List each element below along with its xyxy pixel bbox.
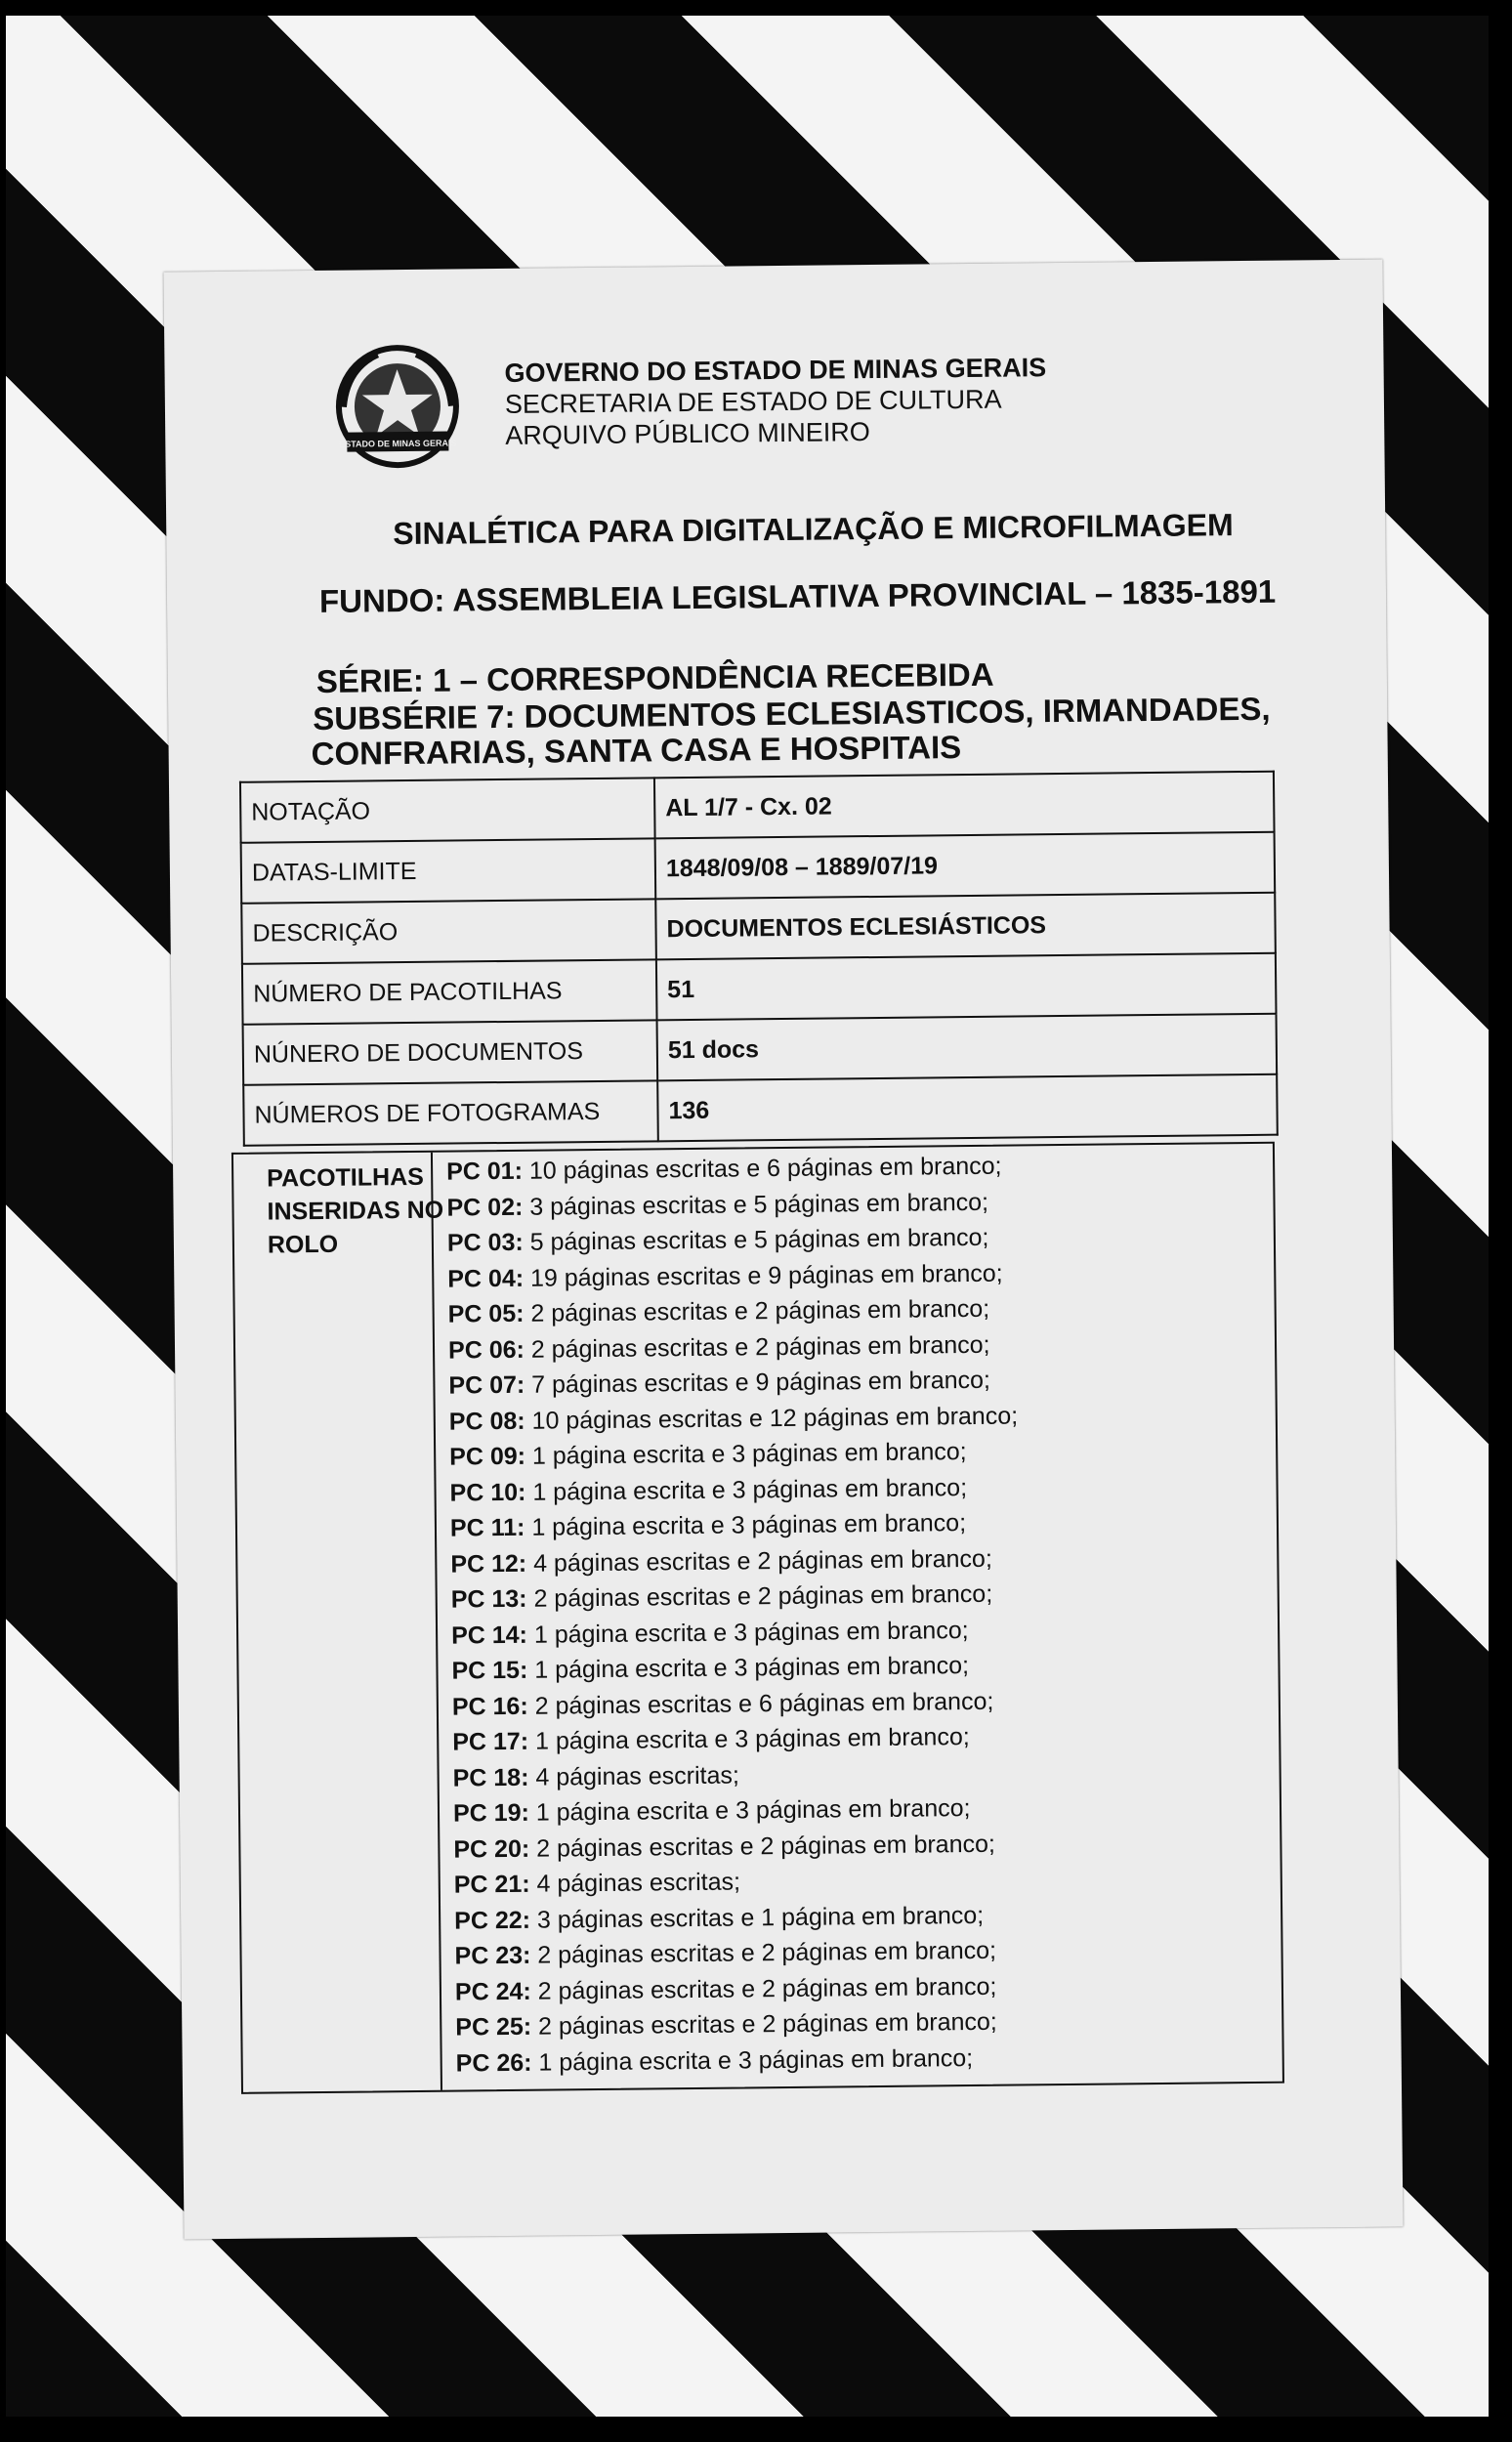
pacotilha-code: PC 26: — [455, 2048, 532, 2078]
subserie-line-1: SUBSÉRIE 7: DOCUMENTOS ECLESIASTICOS, IRMANDADES, — [313, 690, 1271, 737]
table-row — [243, 1014, 1278, 1085]
descricao-label: DESCRIÇÃO — [241, 899, 656, 963]
pacotilha-code: PC 23: — [454, 1941, 531, 1970]
pacotilha-code: PC 12: — [450, 1549, 527, 1579]
pacotilha-code: PC 14: — [450, 1621, 528, 1650]
pacotilha-code: PC 15: — [451, 1656, 528, 1685]
pacotilha-description: 1 página escrita e 3 páginas em branco; — [535, 1794, 971, 1827]
table-row — [242, 953, 1277, 1025]
pacotilha-code: PC 07: — [448, 1370, 525, 1400]
pacotilha-code: PC 18: — [452, 1763, 529, 1792]
pacotilhas-label — [233, 1153, 442, 2092]
pacotilha-description: 4 páginas escritas e 2 páginas em branco; — [532, 1544, 992, 1578]
pacotilha-code: PC 09: — [449, 1442, 526, 1471]
pacotilha-code: PC 20: — [453, 1834, 530, 1864]
pacotilha-code: PC 16: — [451, 1692, 528, 1721]
pacotilha-description: 1 página escrita e 3 páginas em branco; — [534, 1652, 970, 1684]
pacotilha-code: PC 13: — [450, 1584, 527, 1614]
pacotilha-code: PC 21: — [453, 1870, 530, 1899]
notacao-value: AL 1/7 - Cx. 02 — [654, 772, 1275, 839]
table-row — [241, 893, 1276, 964]
pacotilhas-list — [446, 1146, 1277, 2082]
numero-documentos-label: NÚNERO DE DOCUMENTOS — [243, 1020, 658, 1084]
pacotilha-description: 2 páginas escritas e 2 páginas em branco; — [533, 1579, 993, 1613]
numero-fotogramas-value: 136 — [657, 1074, 1278, 1142]
pacotilha-code: PC 10: — [449, 1478, 526, 1507]
pacotilha-description: 3 páginas escritas e 1 página em branco; — [536, 1901, 985, 1934]
subserie-line-2: CONFRARIAS, SANTA CASA E HOSPITAIS — [311, 729, 962, 773]
descricao-value: DOCUMENTOS ECLESIÁSTICOS — [655, 893, 1276, 960]
pacotilha-code: PC 05: — [447, 1299, 525, 1328]
pacotilha-description: 10 páginas escritas e 12 páginas em branco; — [531, 1401, 1019, 1435]
pacotilha-description: 4 páginas escritas; — [535, 1761, 739, 1791]
pacotilha-description: 1 página escrita e 3 páginas em branco; — [531, 1438, 967, 1470]
minas-gerais-coat-of-arms-icon — [328, 337, 466, 475]
page-title: SINALÉTICA PARA DIGITALIZAÇÃO E MICROFILMAGEM — [393, 507, 1234, 552]
pacotilha-description: 1 página escrita e 3 páginas em branco; — [532, 1473, 968, 1506]
numero-documentos-value: 51 docs — [657, 1014, 1278, 1081]
pacotilha-code: PC 01: — [446, 1157, 524, 1186]
datas-limite-label: DATAS-LIMITE — [241, 838, 656, 903]
table-row — [240, 772, 1275, 843]
numero-pacotilhas-value: 51 — [656, 953, 1277, 1021]
pacotilhas-label-line: INSERIDAS NO — [267, 1196, 444, 1226]
header-secretariat: SECRETARIA DE ESTADO DE CULTURA — [504, 384, 1002, 419]
pacotilha-description: 1 página escrita e 3 páginas em branco; — [533, 1616, 969, 1649]
pacotilha-code: PC 08: — [448, 1407, 525, 1436]
pacotilha-code: PC 25: — [455, 2012, 532, 2042]
pacotilhas-table — [231, 1142, 1284, 2094]
pacotilha-code: PC 17: — [452, 1727, 529, 1756]
serie-line: SÉRIE: 1 – CORRESPONDÊNCIA RECEBIDA — [315, 655, 994, 699]
pacotilha-description: 2 páginas escritas e 2 páginas em branco; — [537, 1972, 997, 2005]
pacotilha-description: 3 páginas escritas e 5 páginas em branco; — [529, 1188, 989, 1221]
pacotilha-description: 5 páginas escritas e 5 páginas em branco; — [529, 1223, 989, 1256]
pacotilha-description: 4 páginas escritas; — [536, 1868, 741, 1898]
table-row — [241, 832, 1276, 904]
datas-limite-value: 1848/09/08 – 1889/07/19 — [655, 832, 1276, 900]
signage-sheet — [163, 260, 1403, 2240]
header-government: GOVERNO DO ESTADO DE MINAS GERAIS — [504, 353, 1047, 388]
header-archive: ARQUIVO PÚBLICO MINEIRO — [505, 417, 870, 450]
fundo-line: FUNDO: ASSEMBLEIA LEGISLATIVA PROVINCIAL – 1835-1891 — [318, 572, 1277, 619]
pacotilha-description: 2 páginas escritas e 2 páginas em branco; — [530, 1330, 990, 1364]
pacotilha-description: 19 páginas escritas e 9 páginas em branco; — [529, 1259, 1003, 1292]
pacotilha-description: 2 páginas escritas e 2 páginas em branco; — [537, 1936, 997, 1969]
pacotilha-code: PC 24: — [454, 1977, 531, 2006]
pacotilhas-label-line: PACOTILHAS — [267, 1162, 425, 1193]
pacotilha-code: PC 04: — [447, 1264, 525, 1293]
svg-text:ESTADO DE MINAS GERAIS: ESTADO DE MINAS GERAIS — [339, 438, 457, 449]
pacotilha-code: PC 22: — [454, 1906, 531, 1935]
pacotilha-description: 2 páginas escritas e 2 páginas em branco; — [537, 2007, 997, 2041]
numero-pacotilhas-label: NÚMERO DE PACOTILHAS — [242, 959, 657, 1024]
pacotilha-code: PC 19: — [452, 1798, 529, 1828]
table-row — [243, 1074, 1278, 1146]
pacotilha-code: PC 06: — [447, 1335, 525, 1365]
pacotilha-description: 1 página escrita e 3 páginas em branco; — [534, 1723, 970, 1755]
pacotilhas-label-line: ROLO — [267, 1230, 339, 1259]
pacotilha-description: 2 páginas escritas e 2 páginas em branco; — [536, 1830, 996, 1863]
pacotilha-code: PC 11: — [449, 1513, 525, 1542]
pacotilha-description: 2 páginas escritas e 2 páginas em branco; — [530, 1294, 990, 1327]
pacotilha-description: 7 páginas escritas e 9 páginas em branco; — [531, 1366, 991, 1399]
notacao-label: NOTAÇÃO — [240, 778, 655, 842]
pacotilha-description: 1 página escrita e 3 páginas em branco; — [531, 1509, 967, 1541]
info-table — [239, 771, 1279, 1147]
pacotilha-code: PC 03: — [446, 1228, 524, 1257]
pacotilha-code: PC 02: — [446, 1193, 524, 1222]
pacotilha-description: 10 páginas escritas e 6 páginas em branco; — [528, 1152, 1002, 1185]
pacotilha-description: 1 página escrita e 3 páginas em branco; — [538, 2043, 974, 2077]
numero-fotogramas-label: NÚMEROS DE FOTOGRAMAS — [243, 1080, 658, 1145]
pacotilha-description: 2 páginas escritas e 6 páginas em branco; — [534, 1687, 994, 1720]
